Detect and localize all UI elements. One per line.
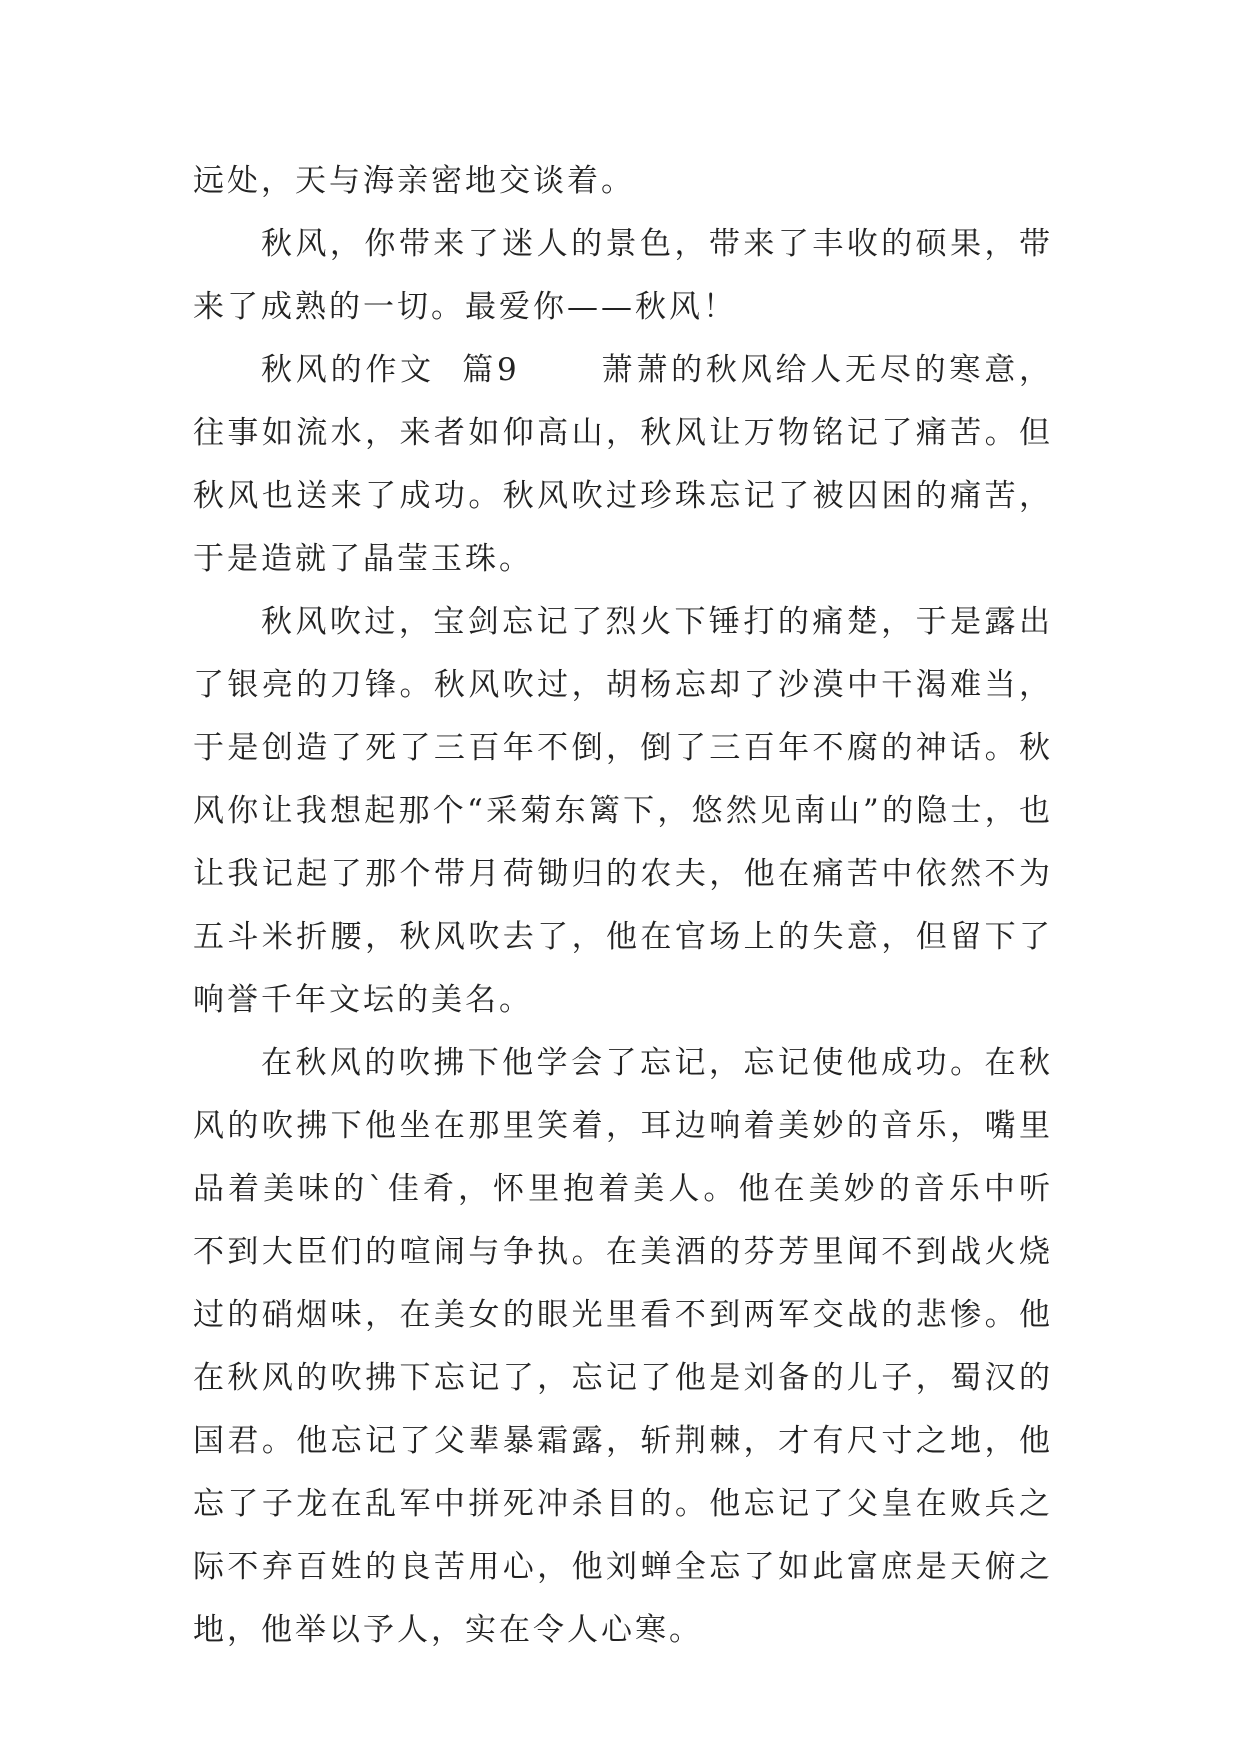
paragraph-continuation: 远处，天与海亲密地交谈着。 xyxy=(193,163,635,199)
document-page xyxy=(193,150,1053,1662)
paragraph-closing: 秋风，你带来了迷人的景色，带来了丰收的硕果，带来了成熟的一切。最爱你——秋风！ xyxy=(193,226,1053,325)
paragraph-liu-chan: 在秋风的吹拂下他学会了忘记，忘记使他成功。在秋风的吹拂下他坐在那里笑着，耳边响着美妙的音乐，嘴里品着美味的`佳肴，怀里抱着美人。他在美妙的音乐中听不到大臣们的喧闹与争执。在美酒的芬芳里闻不到战火烧过的硝烟味，在美女的眼光里看不到两军交战的悲惨。他在秋风的吹拂下忘记了，忘记了他是刘备的儿子，蜀汉的国君。他忘记了父辈暴霜露，斩荆棘，才有尺寸之地，他忘了子龙在乱军中拼死冲杀目的。他忘记了父皇在败兵之际不弃百姓的良苦用心，他刘蝉全忘了如此富庶是天俯之地，他举以予人，实在令人心寒。 xyxy=(193,1045,1053,1648)
paragraph-essay-9-intro: 秋风的作文 篇9 萧萧的秋风给人无尽的寒意，往事如流水，来者如仰高山，秋风让万物铭记了痛苦。但秋风也送来了成功。秋风吹过珍珠忘记了被囚困的痛苦，于是造就了晶莹玉珠。 xyxy=(193,352,1053,577)
paragraph-sword-and-poplar: 秋风吹过，宝剑忘记了烈火下锤打的痛楚，于是露出了银亮的刀锋。秋风吹过，胡杨忘却了沙漠中干渴难当，于是创造了死了三百年不倒，倒了三百年不腐的神话。秋风你让我想起那个“采菊东篱下，悠然见南山”的隐士，也让我记起了那个带月荷锄归的农夫，他在痛苦中依然不为五斗米折腰，秋风吹去了，他在官场上的失意，但留下了响誉千年文坛的美名。 xyxy=(193,604,1053,1018)
